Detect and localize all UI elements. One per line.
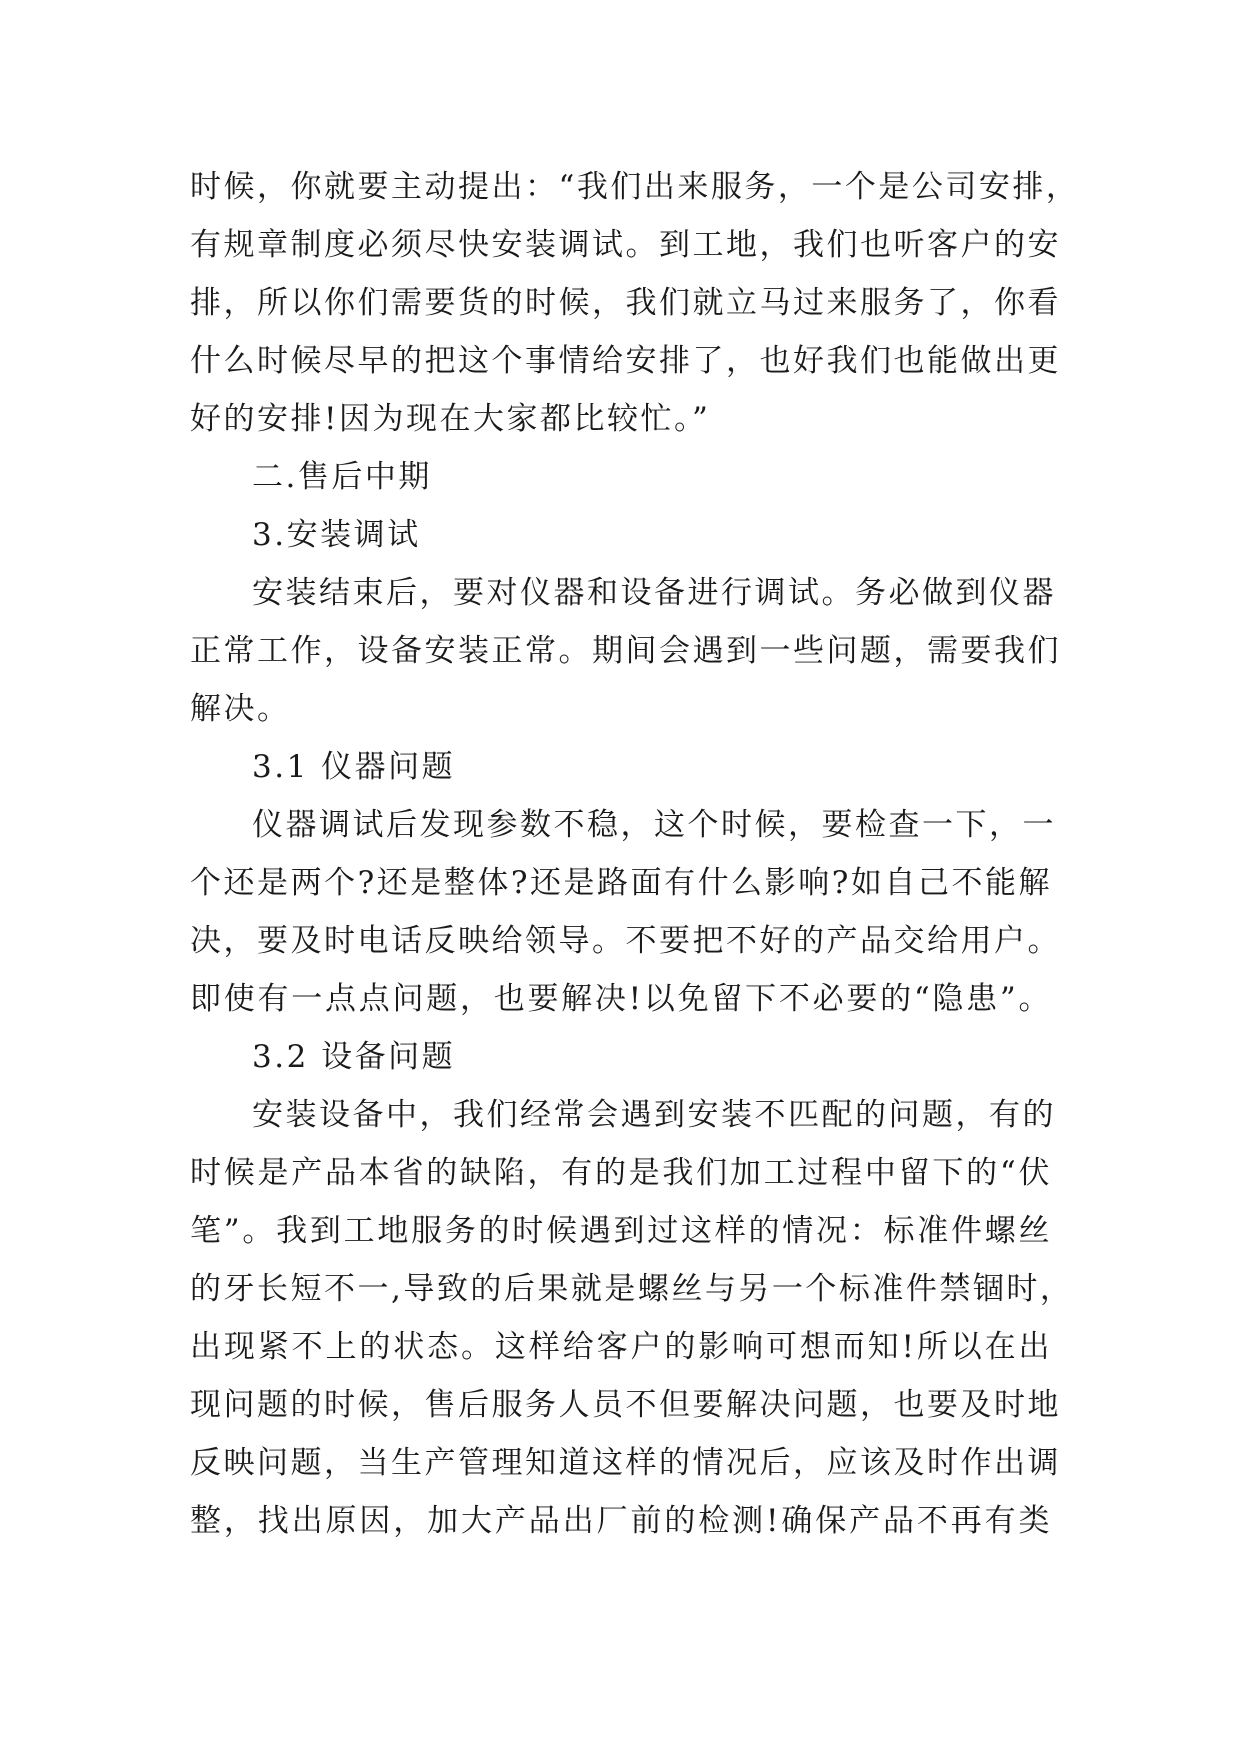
text-line: 解决。 <box>190 691 291 727</box>
text-line: 安装设备中，我们经常会遇到安装不匹配的问题，有的 <box>252 1097 1056 1133</box>
paragraph-instrument-problems <box>190 796 1061 1028</box>
text-line: 排，所以你们需要货的时候，我们就立马过来服务了，你看 <box>190 285 1061 321</box>
paragraph-service-request <box>190 158 1080 448</box>
heading-text: 3.1 仪器问题 <box>252 749 456 785</box>
text-line: 时候是产品本省的缺陷，有的是我们加工过程中留下的“伏 <box>190 1155 1052 1191</box>
section-heading-installation-debugging <box>190 506 1052 564</box>
text-line: 笔”。我到工地服务的时候遇到过这样的情况：标准件螺丝 <box>190 1213 1052 1249</box>
text-line: 时候，你就要主动提出：“我们出来服务，一个是公司安排， <box>190 169 1080 205</box>
text-line: 决，要及时电话反映给领导。不要把不好的产品交给用户。 <box>190 923 1061 959</box>
subsection-heading-equipment-problems <box>190 1028 1052 1086</box>
text-line: 安装结束后，要对仪器和设备进行调试。务必做到仪器 <box>252 575 1056 611</box>
text-line: 整，找出原因，加大产品出厂前的检测!确保产品不再有类 <box>190 1503 1052 1539</box>
subsection-heading-instrument-problems <box>190 738 1052 796</box>
text-line: 什么时候尽早的把这个事情给安排了，也好我们也能做出更 <box>190 343 1061 379</box>
text-line: 有规章制度必须尽快安装调试。到工地，我们也听客户的安 <box>190 227 1061 263</box>
section-heading-mid-after-sales <box>190 448 1052 506</box>
document-body <box>190 158 1080 1550</box>
text-line: 出现紧不上的状态。这样给客户的影响可想而知!所以在出 <box>190 1329 1052 1365</box>
heading-text: 3.2 设备问题 <box>252 1039 456 1075</box>
text-line: 仪器调试后发现参数不稳，这个时候，要检查一下，一 <box>252 807 1056 843</box>
paragraph-equipment-problems <box>190 1086 1074 1550</box>
text-line: 即使有一点点问题，也要解决!以免留下不必要的“隐患”。 <box>190 981 1052 1017</box>
heading-text: 二.售后中期 <box>252 459 432 495</box>
text-line: 正常工作，设备安装正常。期间会遇到一些问题，需要我们 <box>190 633 1061 669</box>
text-line: 个还是两个?还是整体?还是路面有什么影响?如自己不能解 <box>190 865 1052 901</box>
heading-text: 3.安装调试 <box>252 517 421 553</box>
text-line: 反映问题，当生产管理知道这样的情况后，应该及时作出调 <box>190 1445 1061 1481</box>
text-line: 的牙长短不一,导致的后果就是螺丝与另一个标准件禁锢时， <box>190 1271 1074 1307</box>
text-line: 现问题的时候，售后服务人员不但要解决问题，也要及时地 <box>190 1387 1061 1423</box>
paragraph-debugging-intro <box>190 564 1061 738</box>
text-line: 好的安排!因为现在大家都比较忙。” <box>190 401 711 437</box>
